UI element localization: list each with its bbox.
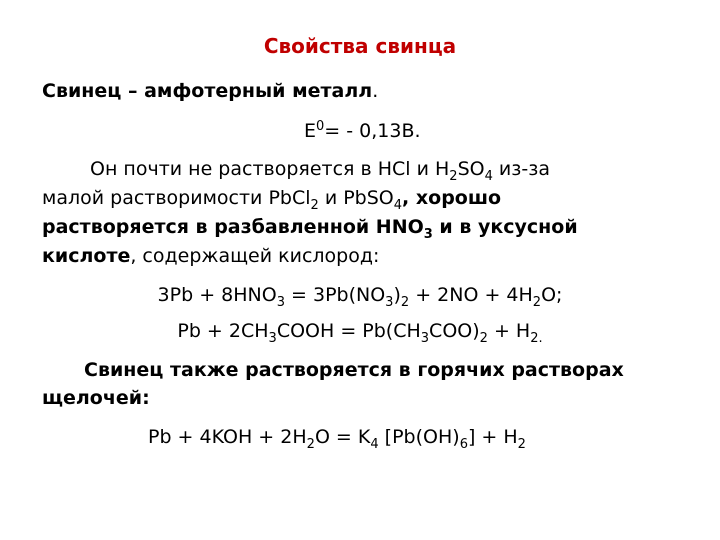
text: . [372, 80, 379, 102]
subscript: 3 [276, 295, 285, 310]
subscript: 3 [423, 227, 433, 242]
subscript: 2. [530, 331, 543, 346]
equation-3 [148, 424, 526, 450]
text: = 3Pb(NO [284, 284, 386, 306]
text: из-за [492, 158, 550, 180]
bold-text: щелочей: [42, 387, 150, 409]
equation-1 [0, 282, 720, 308]
text: малой растворимости PbCl [42, 187, 311, 209]
potential-line [304, 118, 421, 144]
text: COOH = Pb(CH [276, 320, 421, 342]
subscript: 4 [484, 169, 493, 184]
text: Pb + 2CH [177, 320, 269, 342]
text: Pb + 4KOH + 2H [148, 426, 307, 448]
bold-text: , хорошо [402, 187, 502, 209]
text-line-1 [42, 78, 378, 104]
text-line-5 [42, 214, 578, 240]
text: E [304, 120, 317, 142]
subscript: 3 [385, 295, 394, 310]
subscript: 6 [459, 437, 468, 452]
bold-text: кислоте [42, 245, 131, 267]
subscript: 4 [393, 198, 403, 213]
bold-text: и в уксусной [432, 216, 578, 238]
subscript: 3 [268, 331, 277, 346]
subscript: 2 [479, 331, 488, 346]
subscript: 2 [306, 437, 315, 452]
text: COO) [429, 320, 480, 342]
text: + 2NO + 4H [409, 284, 533, 306]
text-line-10 [42, 385, 150, 411]
text: 3Pb + 8HNO [157, 284, 277, 306]
text: ) [393, 284, 401, 306]
superscript: 0 [316, 119, 325, 134]
subscript: 3 [420, 331, 430, 346]
text: O; [541, 284, 563, 306]
text: O = K [314, 426, 371, 448]
equation-2 [0, 318, 720, 344]
bold-text: Свинец – амфотерный металл [42, 80, 373, 102]
subscript: 4 [370, 437, 379, 452]
text-line-3 [90, 156, 550, 182]
text-line-4 [42, 185, 501, 211]
text: SO [457, 158, 485, 180]
text-line-6 [42, 243, 379, 269]
text: Он почти не растворяется в HCl и H [90, 158, 450, 180]
subscript: 2 [449, 169, 458, 184]
text: + H [487, 320, 531, 342]
slide-title: Свойства свинца [263, 34, 457, 58]
subscript: 2 [517, 437, 526, 452]
bold-text: растворяется в разбавленной HNO [42, 216, 424, 238]
text: = - 0,13В. [324, 120, 421, 142]
subscript: 2 [532, 295, 542, 310]
text-line-9 [84, 357, 624, 383]
bold-text: Свинец также растворяется в горячих растворах [84, 359, 624, 381]
subscript: 2 [400, 295, 410, 310]
text: , содержащей кислород: [130, 245, 380, 267]
subscript: 2 [310, 198, 319, 213]
text: [Pb(OH) [378, 426, 460, 448]
text: ] + H [467, 426, 518, 448]
text: и PbSO [318, 187, 394, 209]
